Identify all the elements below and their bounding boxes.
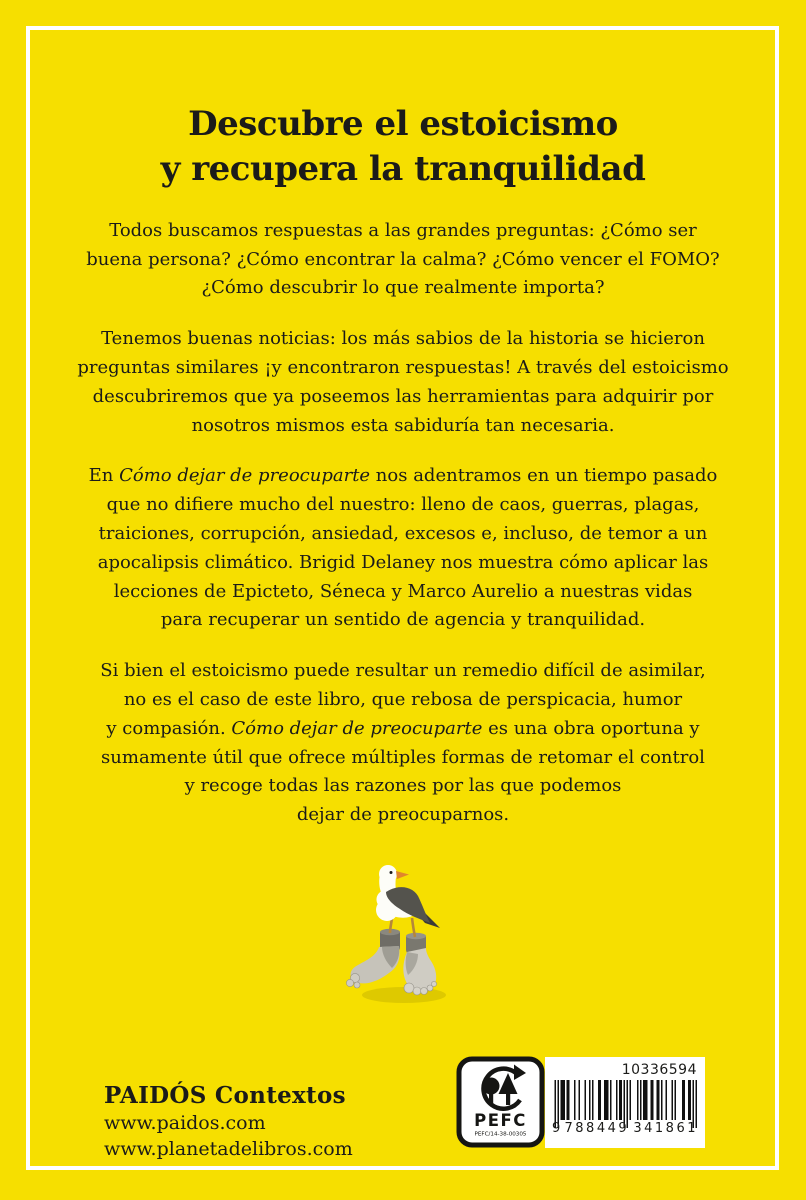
ean-digit-group: 9: [552, 1121, 561, 1136]
pefc-label: PEFC: [474, 1111, 527, 1130]
ean-digit-group: 341861: [633, 1121, 698, 1136]
seagull-illustration: [328, 858, 478, 1008]
stone-feet: [346, 929, 436, 995]
publisher-url-paidos: www.paidos.com: [104, 1112, 266, 1134]
heading-line-1: Descubre el estoicismo: [188, 104, 618, 144]
ean-digit-group: 788449: [564, 1121, 630, 1136]
cover-heading: [60, 102, 746, 192]
seagull-on-stone-feet-image: [328, 858, 478, 1008]
pefc-certification-icon: [456, 1056, 545, 1148]
publisher-url-planetadelibros: www.planetadelibros.com: [104, 1138, 353, 1161]
pefc-logo: [456, 1056, 545, 1148]
paragraph: Tenemos buenas noticias: los más sabios de la historia se hicieron preguntas similares ¡y encontraron respuestas! A través del estoicismo descubriremos que ya poseemos las herramientas para adquirir por nosotros mismos esta sabiduría tan necesaria.: [77, 328, 729, 436]
cover-content: [60, 0, 746, 1008]
paragraph: Todos buscamos respuestas a las grandes preguntas: ¿Cómo ser buena persona? ¿Cómo encontrar la calma? ¿Cómo vencer el FOMO? ¿Cómo descubrir lo que realmente importa?: [86, 219, 720, 299]
body-paragraphs: [60, 217, 746, 830]
ean-digits: [552, 1121, 698, 1136]
barcode-box: [545, 1057, 705, 1148]
imprint-logo: PAIDÓS Contextos: [104, 1082, 346, 1109]
seagull: [373, 865, 440, 937]
paragraph: En Cómo dejar de preocuparte nos adentramos en un tiempo pasado que no difiere mucho del nuestro: lleno de caos, guerras, plagas, traiciones, corrupción, ansiedad, excesos e, incluso, de temor a un apocalipsis climático. Brigid Delaney nos muestra cómo aplicar las lecciones de Epicteto, Séneca y Marco Aurelio a nuestras vidas para recuperar un sentido de agencia y tranquilidad.: [88, 465, 718, 631]
publisher-block: [104, 1082, 353, 1162]
paragraph: Si bien el estoicismo puede resultar un remedio difícil de asimilar, no es el caso de este libro, que rebosa de perspicacia, humor y compasión. Cómo dejar de preocuparte es una obra oportuna y sumamente útil que ofrece múltiples formas de retomar el control y recoge todas las razones por las que podemos dejar de preocuparnos.: [100, 660, 706, 826]
heading-line-2: y recupera la tranquilidad: [160, 148, 646, 189]
product-code: 10336594: [621, 1062, 697, 1078]
pefc-cert-number: PEFC/14-38-00305: [474, 1131, 527, 1138]
